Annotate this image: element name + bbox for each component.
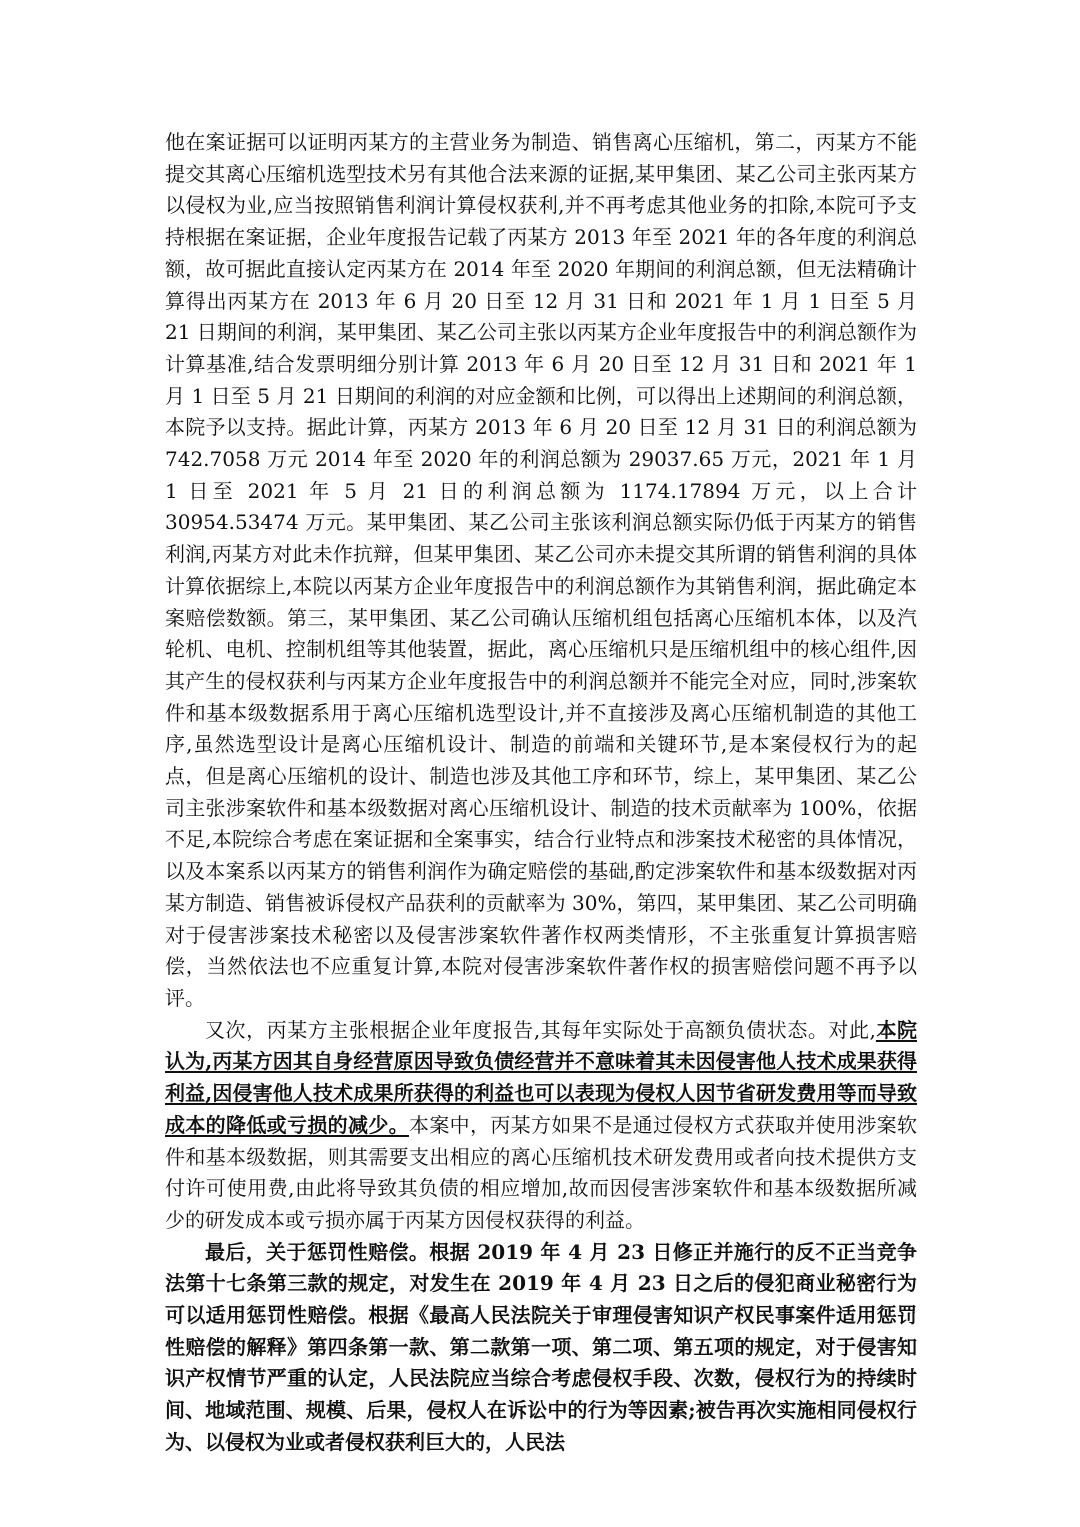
paragraph-2-intro: 又次，丙某方主张根据企业年度报告,其每年实际处于高额负债状态。对此,: [205, 1017, 876, 1042]
paragraph-3: [165, 1237, 917, 1459]
paragraph-2-emphasis: 本院认为,丙某方因其自身经营原因导致负债经营并不意味着其未因侵害他人技术成果获得利益,因侵害他人技术成果所获得的利益也可以表现为侵权人因节省研发费用等而导致成本的降低或亏损的减少。: [165, 1017, 918, 1137]
document-page: [165, 127, 917, 1459]
paragraph-2: [165, 1015, 917, 1237]
paragraph-2-rest: 本案中，丙某方如果不是通过侵权方式获取并使用涉案软件和基本级数据，则其需要支出相应的离心压缩机技术研发费用或者向技术提供方支付许可使用费,由此将导致其负债的相应增加,故而因侵害涉案软件和基本级数据所减少的研发成本或亏损亦属于丙某方因侵权获得的利益。: [165, 1112, 917, 1232]
paragraph-1-text: 他在案证据可以证明丙某方的主营业务为制造、销售离心压缩机，第二，丙某方不能提交其离心压缩机选型技术另有其他合法来源的证据,某甲集团、某乙公司主张丙某方以侵权为业,应当按照销售利润计算侵权获利,并不再考虑其他业务的扣除,本院可予支持根据在案证据，企业年度报告记载了丙某方 2013 年至 2021 年的各年度的利润总额，故可据此直接认定丙某方在 2014 年至 2020 年期间的利润总额，但无法精确计算得出丙某方在 2013 年 6 月 20 日至 12 月 31 日和 2021 年 1 月 1 日至 5 月 21 日期间的利润，某甲集团、某乙公司主张以丙某方企业年度报告中的利润总额作为计算基准,结合发票明细分别计算 2013 年 6 月 20 日至 12 月 31 日和 2021 年 1 月 1 日至 5 月 21 日期间的利润的对应金额和比例，可以得出上述期间的利润总额，本院予以支持。据此计算，丙某方 2013 年 6 月 20 日至 12 月 31 日的利润总额为 742.7058 万元 2014 年至 2020 年的利润总额为 29037.65 万元，2021 年 1 月 1 日至 2021 年 5 月 21 日的利润总额为 1174.17894 万元，以上合计 30954.53474 万元。某甲集团、某乙公司主张该利润总额实际仍低于丙某方的销售利润,丙某方对此未作抗辩，但某甲集团、某乙公司亦未提交其所谓的销售利润的具体计算依据综上,本院以丙某方企业年度报告中的利润总额作为其销售利润，据此确定本案赔偿数额。第三，某甲集团、某乙公司确认压缩机组包括离心压缩机本体，以及汽轮机、电机、控制机组等其他装置，据此，离心压缩机只是压缩机组中的核心组件,因其产生的侵权获利与丙某方企业年度报告中的利润总额并不能完全对应，同时,涉案软件和基本级数据系用于离心压缩机选型设计,并不直接涉及离心压缩机制造的其他工序,虽然选型设计是离心压缩机设计、制造的前端和关键环节,是本案侵权行为的起点，但是离心压缩机的设计、制造也涉及其他工序和环节，综上，某甲集团、某乙公司主张涉案软件和基本级数据对离心压缩机设计、制造的技术贡献率为 100%，依据不足,本院综合考虑在案证据和全案事实，结合行业特点和涉案技术秘密的具体情况，以及本案系以丙某方的销售利润作为确定赔偿的基础,酌定涉案软件和基本级数据对丙某方制造、销售被诉侵权产品获利的贡献率为 30%，第四，某甲集团、某乙公司明确对于侵害涉案技术秘密以及侵害涉案软件著作权两类情形，不主张重复计算损害赔偿，当然依法也不应重复计算,本院对侵害涉案软件著作权的损害赔偿问题不再予以评。: [165, 130, 917, 1010]
paragraph-3-text: 最后，关于惩罚性赔偿。根据 2019 年 4 月 23 日修正并施行的反不正当竞争法第十七条第三款的规定，对发生在 2019 年 4 月 23 日之后的侵犯商业秘密行为可以适用惩罚性赔偿。根据《最高人民法院关于审理侵害知识产权民事案件适用惩罚性赔偿的解释》第四条第一款、第二款第一项、第二项、第五项的规定，对于侵害知识产权情节严重的认定，人民法院应当综合考虑侵权手段、次数，侵权行为的持续时间、地域范围、规模、后果，侵权人在诉讼中的行为等因素;被告再次实施相同侵权行为、以侵权为业或者侵权获利巨大的，人民法: [165, 1239, 917, 1454]
paragraph-1: [165, 127, 917, 1015]
